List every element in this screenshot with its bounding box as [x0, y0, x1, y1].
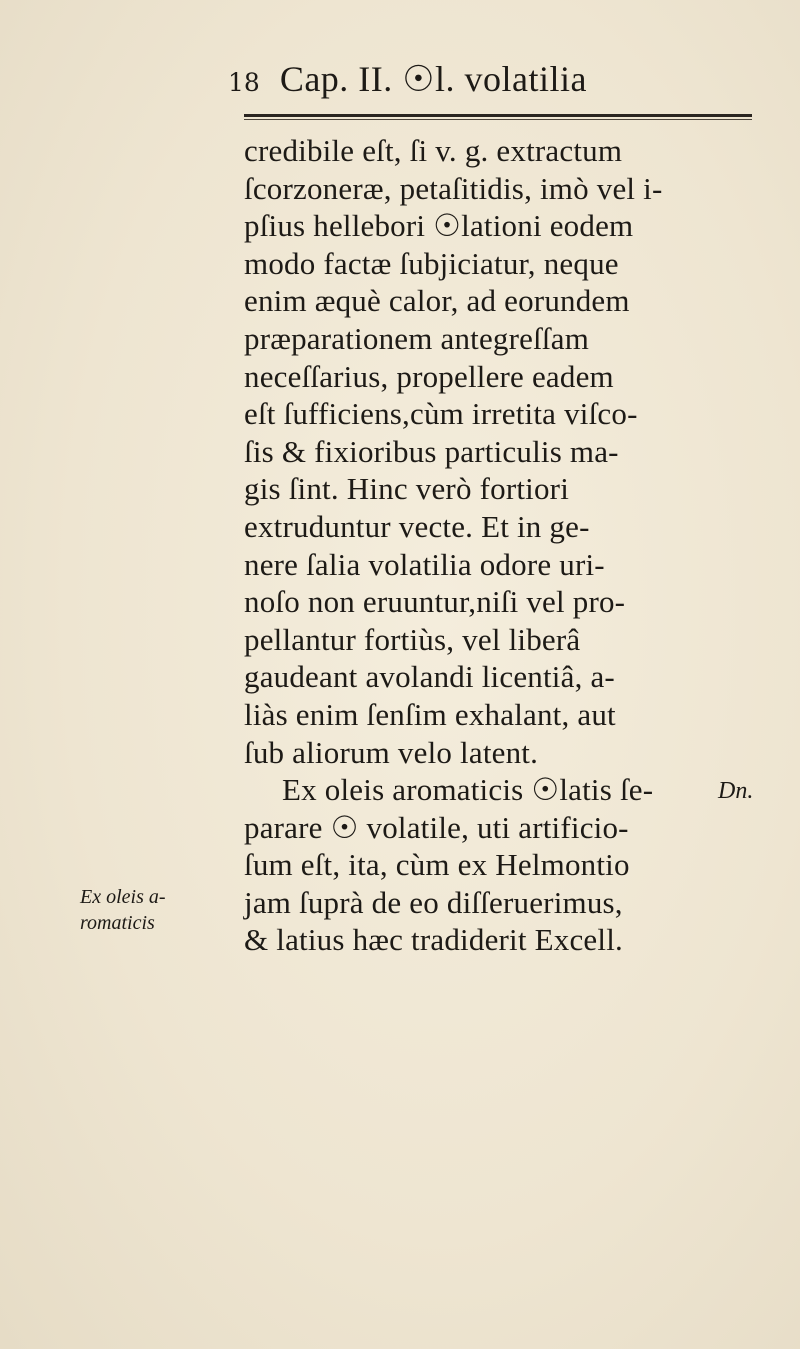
text-line: nere ſalia volatilia odore uri- — [244, 546, 605, 582]
text-line: ſum eſt, ita, cùm ex Helmontio — [244, 847, 630, 883]
page-number: 18 — [228, 68, 260, 97]
text-line: enim æquè calor, ad eorundem — [244, 283, 630, 319]
catchword: Dn. — [718, 778, 754, 804]
text-line: gis ſint. Hinc verò fortiori — [244, 471, 570, 507]
running-head: Cap. II. ☉l. volatilia — [279, 59, 588, 99]
text-line: eſt ſufficiens,cùm irretita viſco- — [244, 396, 638, 432]
text-line: pſius hellebori ☉lationi eodem — [244, 208, 634, 244]
text-line: & latius hæc tradiderit Excell. — [244, 922, 623, 958]
text-line: præparationem antegreſſam — [244, 320, 590, 356]
text-line: extruduntur vecte. Et in ge- — [244, 508, 590, 544]
text-line: neceſſarius, propellere eadem — [244, 358, 614, 394]
text-line: ſcorzoneræ, petaſitidis, imò vel i- — [244, 170, 663, 206]
text-line: ſub aliorum velo latent. — [244, 734, 539, 770]
margin-note — [80, 884, 240, 936]
margin-note-line: romaticis — [80, 912, 155, 934]
paragraph-start-line: Ex oleis aromaticis ☉latis ſe- — [282, 772, 654, 808]
text-line: noſo non eruuntur,niſi vel pro- — [244, 584, 626, 620]
text-line: liàs enim ſenſim exhalant, aut — [244, 696, 616, 732]
header-rule — [244, 114, 752, 120]
text-line: parare ☉ volatile, uti artificio- — [244, 809, 629, 845]
margin-note-line: Ex oleis a- — [80, 886, 166, 908]
text-line: gaudeant avolandi licentiâ, a- — [244, 659, 615, 695]
text-line: credibile eſt, ſi v. g. extractum — [244, 133, 623, 168]
text-line: modo factæ ſubjiciatur, neque — [244, 245, 619, 281]
page-header — [228, 58, 748, 106]
main-text — [244, 132, 764, 959]
text-line: jam ſuprà de eo diſſeruerimus, — [244, 884, 623, 920]
text-line: ſis & fixioribus particulis ma- — [244, 433, 619, 469]
text-line: pellantur fortiùs, vel liberâ — [244, 621, 581, 657]
